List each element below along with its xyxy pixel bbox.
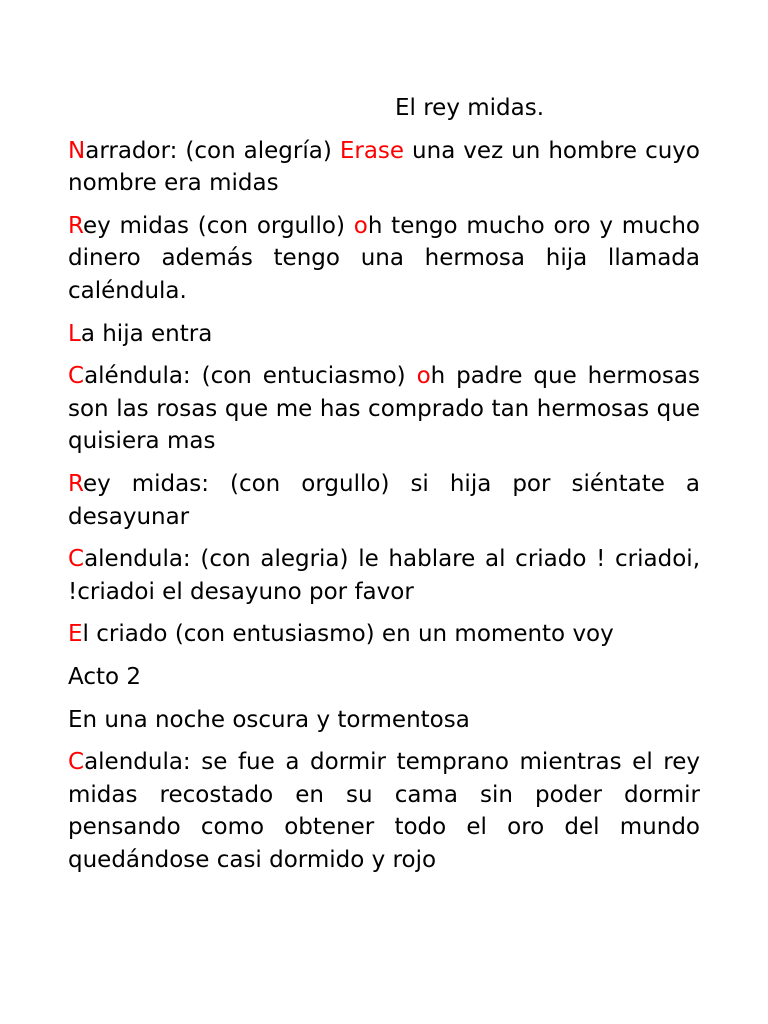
paragraph-text: h tengo mucho oro y mucho dinero además tengo una hermosa hija llamada caléndula. — [68, 212, 700, 304]
paragraph — [68, 746, 700, 876]
highlighted-text: L — [68, 320, 81, 347]
highlighted-text: Erase — [339, 137, 405, 164]
paragraph — [68, 543, 700, 608]
highlighted-text: C — [68, 546, 85, 573]
paragraph-text: l criado (con entusiasmo) en un momento voy — [82, 621, 614, 648]
document-title: El rey midas. — [395, 95, 545, 121]
paragraph-text: En una noche oscura y tormentosa — [68, 706, 470, 733]
highlighted-text: R — [68, 470, 83, 497]
paragraph-list — [68, 135, 700, 877]
paragraph-text: ey midas: (con orgullo) si hija por siéntate a desayunar — [68, 470, 700, 530]
paragraph-text: ey midas (con orgullo) — [82, 212, 354, 239]
highlighted-text: E — [68, 621, 83, 648]
paragraph — [68, 360, 700, 458]
paragraph-text: alendula: se fue a dormir temprano mientras el rey midas recostado en su cama sin poder dormir pensando como obtener todo el oro del mundo quedándose casi dormido y rojo — [68, 749, 700, 873]
paragraph-text: h padre que hermosas son las rosas que me has comprado tan hermosas que quisiera mas — [68, 363, 700, 455]
paragraph-text: Acto 2 — [68, 663, 142, 690]
paragraph-text: una vez un hombre cuyo nombre era midas — [68, 137, 700, 197]
highlighted-text: o — [416, 363, 431, 390]
paragraph — [68, 618, 700, 651]
paragraph-text: arrador: (con alegría) — [85, 137, 340, 164]
highlighted-text: R — [68, 212, 83, 239]
paragraph-text: alendula: (con alegria) le hablare al criado ! criadoi, !criadoi el desayuno por favor — [68, 546, 700, 605]
highlighted-text: o — [353, 212, 368, 239]
paragraph — [68, 704, 700, 737]
highlighted-text: C — [68, 363, 85, 390]
paragraph-text: aléndula: (con entuciasmo) — [84, 363, 417, 390]
paragraph — [68, 318, 700, 351]
highlighted-text: C — [68, 749, 85, 776]
document-page — [68, 92, 700, 886]
paragraph — [68, 135, 700, 200]
highlighted-text: N — [68, 137, 86, 164]
paragraph — [68, 661, 700, 694]
paragraph — [68, 468, 700, 533]
paragraph — [68, 210, 700, 308]
paragraph-text: a hija entra — [80, 320, 213, 347]
